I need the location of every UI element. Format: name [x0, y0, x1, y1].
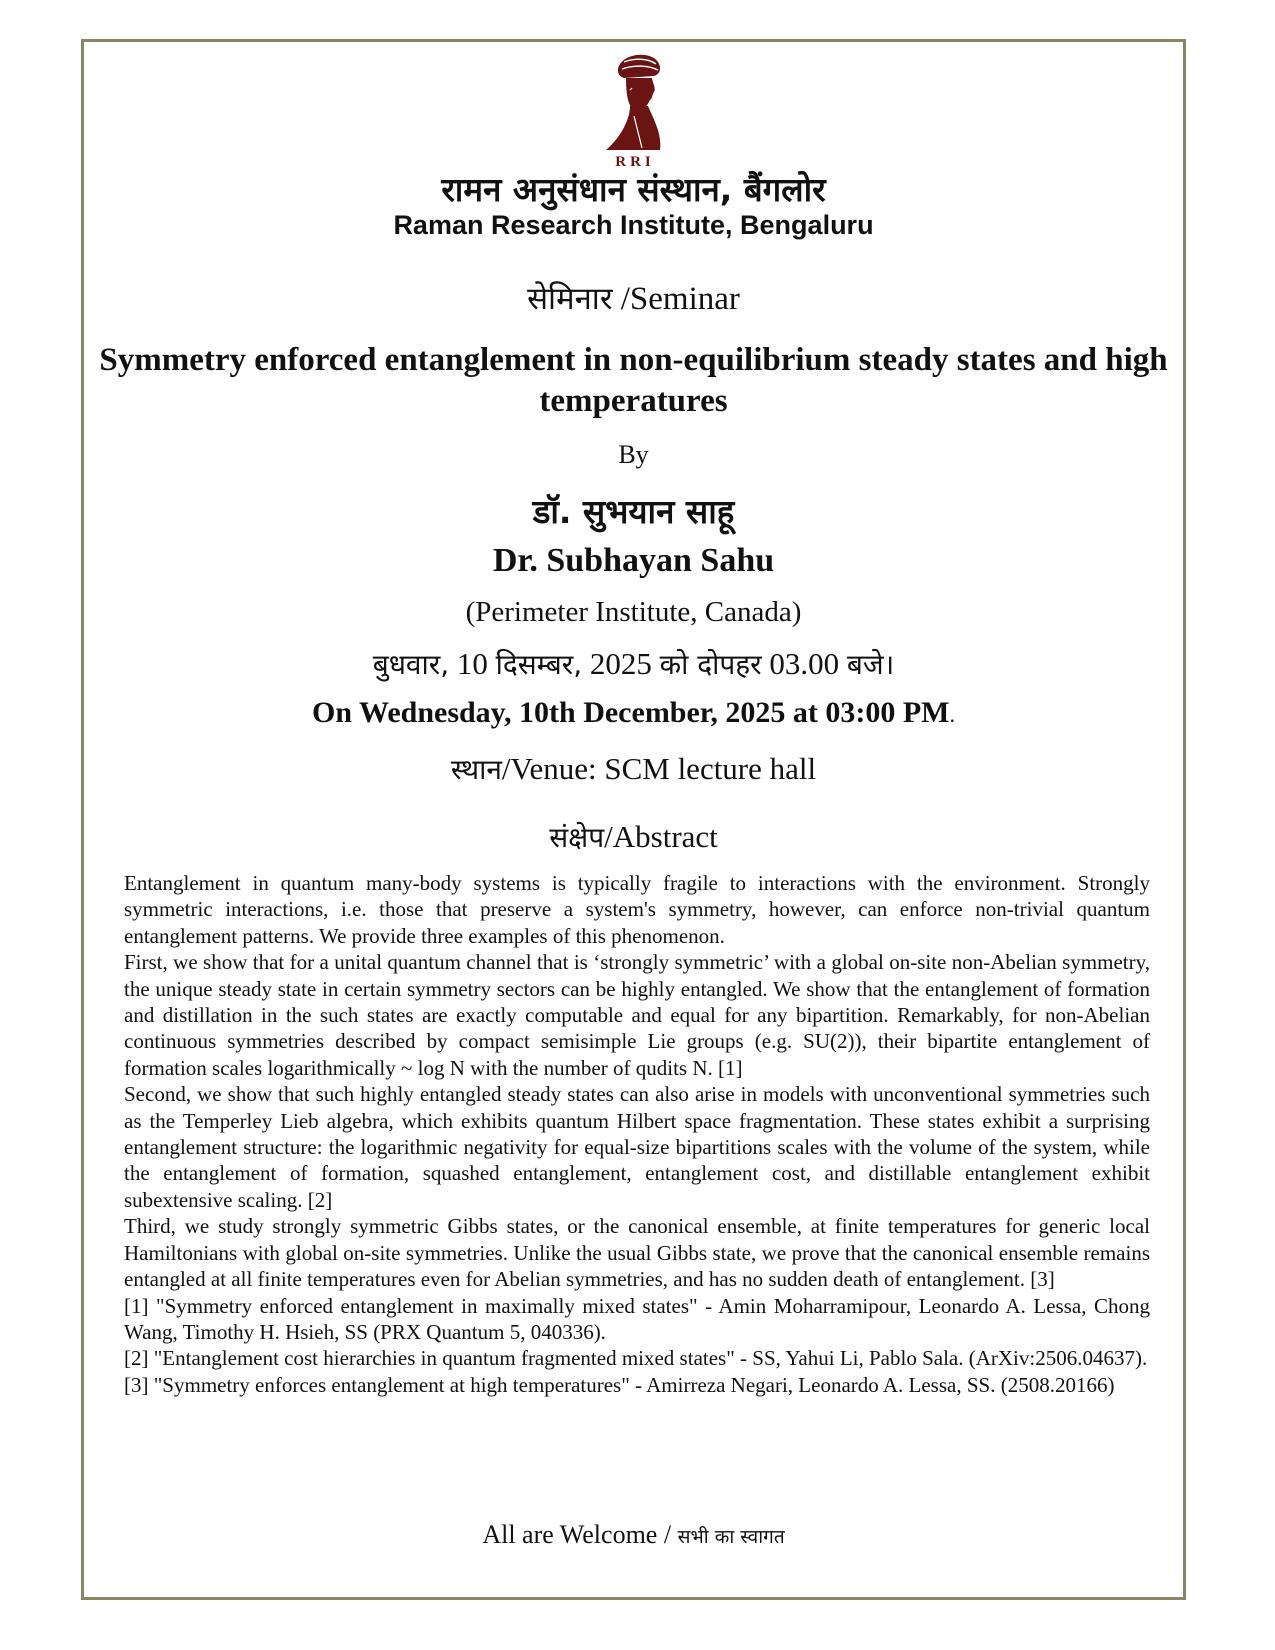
date-hindi	[81, 645, 1186, 683]
reference: [1] "Symmetry enforced entanglement in maximally mixed states" - Amin Moharramipour, Leonardo A. Lessa, Chong Wang, Timothy H. Hsieh, SS (PRX Quantum 5, 040336).	[124, 1293, 1150, 1344]
rri-logo	[590, 50, 680, 170]
seminar-label	[81, 277, 1186, 319]
date-english-text: On Wednesday, 10th December, 2025 at 03:00 PM	[312, 696, 950, 729]
speaker-name-hindi: डॉ. सुभयान साहू	[532, 492, 735, 531]
welcome-english: All are Welcome /	[482, 1520, 678, 1549]
reference: [3] "Symmetry enforces entanglement at high temperatures" - Amirreza Negari, Leonardo A. Lessa, SS. (2508.20166)	[124, 1372, 1115, 1397]
date-hindi-day: बुधवार,	[372, 648, 450, 681]
speaker-affiliation: (Perimeter Institute, Canada)	[465, 596, 802, 628]
abstract-paragraph: Entanglement in quantum many-body systems is typically fragile to interactions with the environment. Strongly symmetric interactions, i.e. those that preserve a system's symmetry, however, can enforce non-trivial quantum entanglement patterns. We provide three examples of this phenomenon.	[124, 871, 1150, 948]
institute-name-english: Raman Research Institute, Bengaluru	[393, 210, 874, 240]
abstract-heading-english: /Abstract	[604, 819, 718, 854]
logo-text: RRI	[615, 154, 655, 170]
venue-label-hindi: स्थान	[450, 753, 502, 786]
date-hindi-rest: को दोपहर	[659, 648, 762, 681]
welcome-line	[81, 1520, 1186, 1550]
abstract-paragraph: Third, we study strongly symmetric Gibbs states, or the canonical ensemble, at finite temperatures for generic local Hamiltonians with global on-site symmetries. Unlike the usual Gibbs state, we prove that the canonical ensemble remains entangled at all finite temperatures even for Abelian symmetries, and has no sudden death of entanglement. [3]	[124, 1214, 1150, 1292]
seminar-label-english: /Seminar	[620, 281, 740, 317]
speaker-name-english: Dr. Subhayan Sahu	[492, 542, 775, 579]
by-label: By	[618, 440, 649, 469]
welcome-hindi: सभी का स्वागत	[677, 1526, 785, 1548]
date-hindi-time: 03.00	[761, 646, 847, 681]
date-hindi-year: 2025	[582, 646, 660, 681]
reference: [2] "Entanglement cost hierarchies in quantum fragmented mixed states" - SS, Yahui Li, Pablo Sala. (ArXiv:2506.04637).	[124, 1346, 1148, 1371]
date-english	[81, 696, 1186, 730]
date-hindi-month: दिसम्बर,	[495, 648, 583, 681]
venue-text: /Venue: SCM lecture hall	[501, 751, 817, 786]
abstract-heading	[81, 818, 1186, 856]
date-hindi-end: बजे।	[846, 648, 895, 681]
abstract-paragraph: Second, we show that such highly entangled steady states can also arise in models with unconventional symmetries such as the Temperley Lieb algebra, which exhibits quantum Hilbert space fragmentation. These states exhibit a surprising entanglement structure: the logarithmic negativity for equal-size bipartitions scales with the volume of the system, while the entanglement of formation, squashed entanglement, entanglement cost, and distillable entanglement exhibit subextensive scaling. [2]	[124, 1082, 1150, 1212]
venue	[81, 750, 1186, 788]
talk-title: Symmetry enforced entanglement in non-equilibrium steady states and high temperatures	[99, 342, 1168, 419]
abstract-paragraph: First, we show that for a unital quantum channel that is ‘strongly symmetric’ with a global on-site non-Abelian symmetry, the unique steady state in certain symmetry sectors can be highly entangled. We show that the entanglement of formation and distillation in the such states are exactly computable and equal for any bipartition. Remarkably, for non-Abelian continuous symmetries described by compact semisimple Lie groups (e.g. SU(2)), their bipartite entanglement of formation scales logarithmically ~ log N with the number of qudits N. [1]	[124, 950, 1150, 1080]
abstract-heading-hindi: संक्षेप	[549, 821, 605, 854]
seminar-label-hindi: सेमिनार	[527, 281, 613, 317]
date-english-period: .	[949, 702, 955, 727]
abstract-body	[124, 870, 1150, 1398]
date-hindi-num: 10	[449, 646, 496, 681]
institute-name-hindi: रामन अनुसंधान संस्थान, बैंगलोर	[441, 170, 826, 209]
